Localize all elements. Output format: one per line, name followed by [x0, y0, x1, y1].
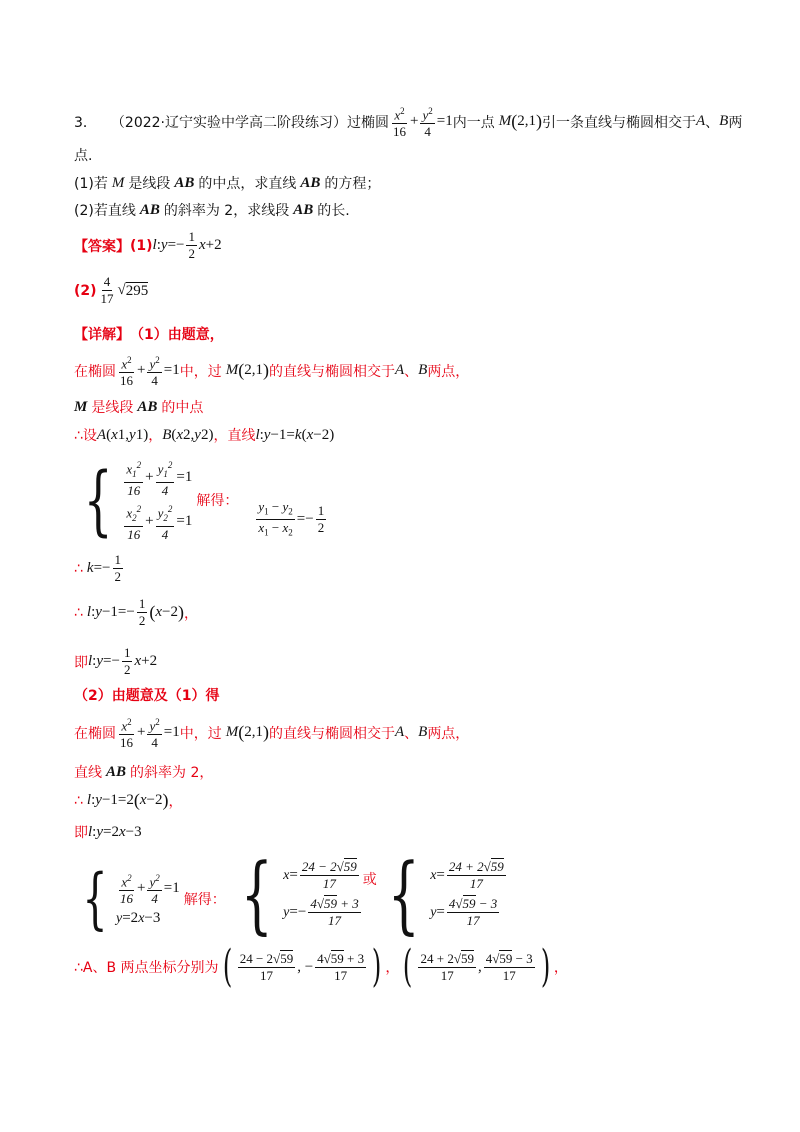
detail-system-1: { $\frac{x_1^2}{16}$ + $\frac{y_1^2}{4}$ =1 $\frac{x_2^2}{16}$ + $\frac{y_2^2}{4}$ =1 解得： $\frac{y_1 - y_2}{x_1 - x_2}$ =− $\frac{1}{2}$: [83, 454, 325, 544]
problem-number: 3．: [74, 114, 97, 131]
detail-line-let: ∴设 A ( x 1 , y 1 ) ， B ( x 2 , y 2 ) ， 直线 l : y −1= k ( x −2): [74, 426, 335, 444]
detail-part-2: （2）由题意及（1）得: [74, 688, 220, 704]
problem-source: （2022·辽宁实验中学高二阶段练习）: [110, 114, 348, 131]
detail-header: 【详解】 （1）由题意，: [74, 324, 224, 344]
answer-2: (2) $\frac{4}{17}$ √ 295: [74, 274, 149, 306]
detail-label: 【详解】: [74, 327, 130, 343]
detail-line-coordinates: ∴A、B 两点坐标分别为 ( $\frac{24 - 2√59}{17}$ , − $\frac{4√59 + 3}{17}$ ) ， ( $\frac{24 + 2√59}{17}$ , $\frac{4√59 - 3}{17}$ ) ，: [74, 941, 568, 992]
problem-stem: 3． （2022·辽宁实验中学高二阶段练习） 过椭圆 $\frac{x^2}{16}$ + $\frac{y^2}{4}$ =1 内一点 M ( 2,1 ) 引一条直线与椭圆相交于 A 、 B 两: [74, 106, 743, 140]
detail-line-k: ∴ k =− $\frac{1}{2}$: [74, 552, 122, 584]
question-1: (1)若 M 是线段 AB 的中点，求直线 AB 的方程；: [74, 174, 381, 192]
detail-line-l2-point-slope: ∴ l : y −1=2 ( x −2 ) ，: [74, 790, 183, 810]
problem-stem-end: 点.: [74, 148, 93, 164]
detail-line-midpoint: M 是线段 AB 的中点: [74, 398, 204, 416]
detail-line-slope: 直线 AB 的斜率为 2，: [74, 763, 214, 781]
detail-line-l-result: 即 l : y =− $\frac{1}{2}$ x +2: [74, 645, 158, 677]
detail-line-ellipse-2: 在椭圆 $\frac{x^2}{16}$ + $\frac{y^2}{4}$ =1 中，过 M ( 2,1 ) 的直线与椭圆相交于 A 、 B 两点，: [74, 717, 470, 751]
answer-label: 【答案】: [74, 238, 130, 255]
question-2: (2)若直线 AB 的斜率为 2，求线段 AB 的长.: [74, 201, 350, 219]
detail-line-l2-result: 即 l : y =2 x −3: [74, 823, 142, 841]
detail-line-l-point-slope: ∴ l : y −1=− $\frac{1}{2}$ ( x −2 ) ，: [74, 596, 198, 628]
answer-1: 【答案】 (1) l : y =− $\frac{1}{2}$ x +2: [74, 229, 222, 261]
detail-system-2: { $\frac{x^2}{16}$ + $\frac{y^2}{4}$ =1 y =2 x −3 解得： { x = $\frac{24 - 2√59}{17}$ y =− $\frac{4√59 + 3}{17}$ 或 { x = $\frac{24 + 2√59}{17}$ y = $\frac{4√59 - 3}{17}$: [82, 845, 504, 943]
detail-line-ellipse-1: 在椭圆 $\frac{x^2}{16}$ + $\frac{y^2}{4}$ =1 中，过 M ( 2,1 ) 的直线与椭圆相交于 A 、 B 两点，: [74, 355, 470, 389]
